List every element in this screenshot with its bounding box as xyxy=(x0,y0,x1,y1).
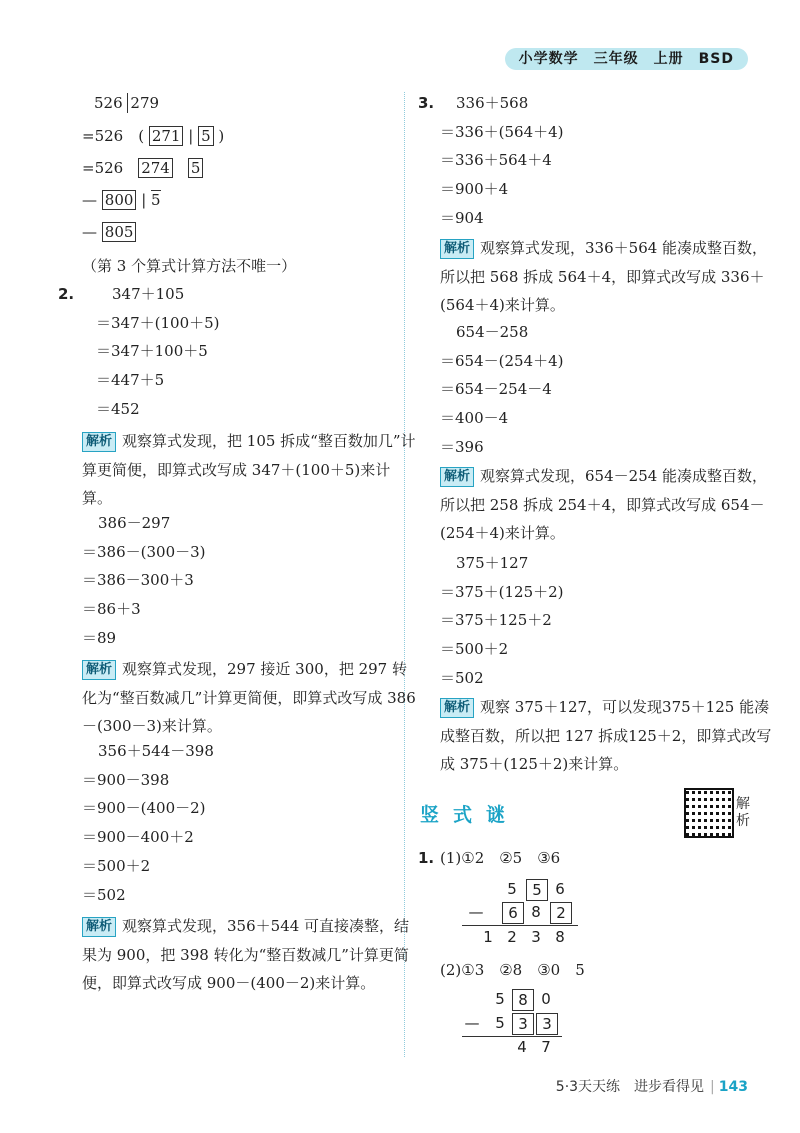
equation-line: ＝900－400＋2 xyxy=(82,828,194,847)
equation-line: ＝336＋(564＋4) xyxy=(440,122,564,141)
equation-line: ＝375＋(125＋2) xyxy=(440,582,564,601)
digit: 0 xyxy=(541,990,551,1008)
q3-a-note: 解析 观察算式发现，336＋564 能凑成整百数，所以把 568 拆成 564＋4，即算式改写成 336＋(564＋4)来计算。 xyxy=(440,239,768,314)
analysis-tag: 解析 xyxy=(440,698,474,718)
equation-line: 356＋544－398 xyxy=(98,742,214,760)
q1-line-4: — 800 | 5 xyxy=(82,191,161,209)
equation-line: 654－258 xyxy=(456,323,529,341)
q1-line-3: =526 274 5 xyxy=(82,158,203,178)
equation-line: 347＋105 xyxy=(112,285,185,303)
equation-line: ＝375＋125＋2 xyxy=(440,611,552,630)
digit-box: 3 xyxy=(512,1013,534,1035)
digit-box: 2 xyxy=(550,902,572,924)
q1-remark: （第 3 个算式计算方法不唯一） xyxy=(82,257,297,275)
equation-line: 336＋568 xyxy=(456,94,529,112)
digit: 5 xyxy=(495,990,505,1008)
equation-line: ＝347＋(100＋5) xyxy=(96,313,220,332)
equation-line: ＝347＋100＋5 xyxy=(96,342,208,361)
digit: 2 xyxy=(507,928,517,946)
equation-line: ＝900＋4 xyxy=(440,180,509,199)
equation-line: ＝86＋3 xyxy=(82,600,141,619)
q2-b-note: 解析 观察算式发现，297 接近 300，把 297 转化为“整百数减几”计算更简便，即算式改写成 386－(300－3)来计算。 xyxy=(82,660,416,735)
analysis-tag: 解析 xyxy=(82,432,116,452)
equation-line: ＝336＋564＋4 xyxy=(440,151,552,170)
analysis-tag: 解析 xyxy=(82,660,116,680)
q2-c-note: 解析 观察算式发现，356＋544 可直接凑整，结果为 900，把 398 转化为“整百数减几”计算更简便，即算式改写成 900－(400－2)来计算。 xyxy=(82,917,410,992)
q1-line-5: — 805 xyxy=(82,222,136,242)
equation-line: ＝900－398 xyxy=(82,770,170,789)
q3-c-note: 解析 观察 375＋127，可以发现375＋125 能凑成整百数，所以把 127 拆成125＋2，即算式改写成 375＋(125＋2)来计算。 xyxy=(440,698,772,773)
equation-line: ＝654－254－4 xyxy=(440,380,552,399)
minus-sign: — xyxy=(468,903,484,921)
equation-line: ＝452 xyxy=(96,399,140,418)
equation-line: ＝904 xyxy=(440,208,484,227)
vq1-p1-rule xyxy=(462,925,578,926)
equation-line: ＝386－300＋3 xyxy=(82,571,194,590)
digit: 5 xyxy=(495,1014,505,1032)
equation-line: ＝502 xyxy=(82,885,126,904)
equation-line: ＝89 xyxy=(82,628,117,647)
vq1-part1: (1)①2 ②5 ③6 xyxy=(440,849,561,867)
equation-line: 375＋127 xyxy=(456,554,529,572)
equation-line: ＝900－(400－2) xyxy=(82,799,206,818)
digit-box: 8 xyxy=(512,989,534,1011)
digit-box: 3 xyxy=(536,1013,558,1035)
vq1-part2: (2)①3 ②8 ③0 5 xyxy=(440,961,585,979)
equation-line: ＝396 xyxy=(440,437,484,456)
q3-b-note: 解析 观察算式发现，654－254 能凑成整百数，所以把 258 拆成 254＋4，即算式改写成 654－(254＋4)来计算。 xyxy=(440,467,768,542)
q2-a-note: 解析 观察算式发现，把 105 拆成“整百数加几”计算更简便，即算式改写成 347＋(100＋5)来计算。 xyxy=(82,432,416,507)
equation-line: ＝386－(300－3) xyxy=(82,542,206,561)
qr-label: 解析 xyxy=(736,796,750,829)
q1-line-1: 526 279 xyxy=(94,94,160,112)
digit: 4 xyxy=(517,1038,527,1056)
equation-line: 386－297 xyxy=(98,514,171,532)
digit-box: 5 xyxy=(526,879,548,901)
section-title: 竖式谜 xyxy=(420,804,520,826)
q2-number: 2. xyxy=(58,285,75,303)
page-number: 143 xyxy=(718,1079,748,1095)
equation-line: ＝502 xyxy=(440,668,484,687)
analysis-tag: 解析 xyxy=(440,239,474,259)
equation-line: ＝500＋2 xyxy=(82,856,151,875)
digit: 8 xyxy=(555,928,565,946)
digit: 5 xyxy=(507,880,517,898)
vq1-number: 1. xyxy=(418,849,435,867)
q3-number: 3. xyxy=(418,94,435,112)
equation-line: ＝447＋5 xyxy=(96,371,165,390)
vq1-p2-rule xyxy=(462,1036,562,1037)
footer: 5·3天天练 进步看得见 | 143 xyxy=(555,1079,748,1095)
digit: 8 xyxy=(531,903,541,921)
analysis-tag: 解析 xyxy=(82,917,116,937)
digit: 1 xyxy=(483,928,493,946)
digit-box: 6 xyxy=(502,902,524,924)
equation-line: ＝400－4 xyxy=(440,409,509,428)
q1-line-2: =526 ( 271 | 5 ) xyxy=(82,127,225,145)
digit: 7 xyxy=(541,1038,551,1056)
equation-line: ＝500＋2 xyxy=(440,640,509,659)
digit: 3 xyxy=(531,928,541,946)
minus-sign: — xyxy=(464,1014,480,1032)
qr-code-icon[interactable] xyxy=(684,788,734,838)
footer-brand: 5·3天天练 进步看得见 xyxy=(555,1079,705,1095)
equation-line: ＝654－(254＋4) xyxy=(440,351,564,370)
digit: 6 xyxy=(555,880,565,898)
analysis-tag: 解析 xyxy=(440,467,474,487)
header-tab: 小学数学 三年级 上册 BSD xyxy=(505,48,748,70)
